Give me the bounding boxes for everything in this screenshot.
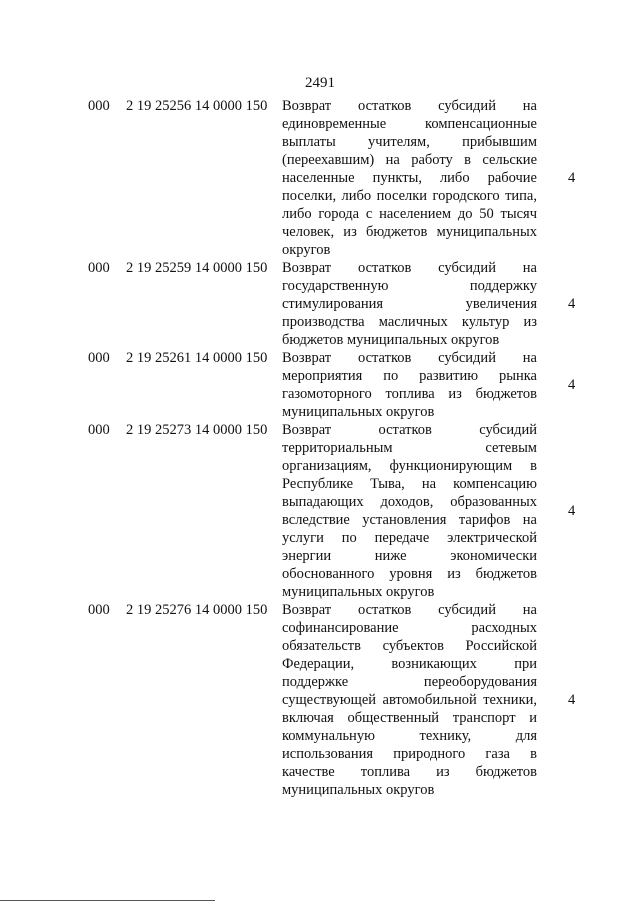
revenue-name-line: государственную поддержку xyxy=(282,278,537,294)
revenue-name-line: человек, из бюджетов муниципальных xyxy=(282,224,537,240)
revenue-name-line: либо города с населением до 50 тысяч xyxy=(282,206,537,222)
budget-classification-code: 2 19 25276 14 0000 150 xyxy=(126,602,268,618)
budget-code-table xyxy=(0,97,640,799)
table-row xyxy=(0,259,640,349)
admin-code: 000 xyxy=(88,98,110,114)
admin-code: 000 xyxy=(88,602,110,618)
revenue-name-line: услуги по передаче электрической xyxy=(282,530,537,546)
admin-code: 000 xyxy=(88,350,110,366)
revenue-name-line: мероприятия по развитию рынка xyxy=(282,368,537,384)
revenue-name-line: организациям, функционирующим в xyxy=(282,458,537,474)
revenue-name-line: вследствие установления тарифов на xyxy=(282,512,537,528)
amount-value: 4 xyxy=(568,296,576,312)
budget-classification-code: 2 19 25273 14 0000 150 xyxy=(126,422,268,438)
revenue-name-line: Возврат остатков субсидий на xyxy=(282,260,537,276)
revenue-name-line: софинансирование расходных xyxy=(282,620,537,636)
budget-classification-code: 2 19 25259 14 0000 150 xyxy=(126,260,268,276)
revenue-name-line: Республике Тыва, на компенсацию xyxy=(282,476,537,492)
revenue-name-line: Возврат остатков субсидий на xyxy=(282,350,537,366)
revenue-name xyxy=(282,601,537,799)
budget-classification-code: 2 19 25261 14 0000 150 xyxy=(126,350,268,366)
revenue-name-line: существующей автомобильной техники, xyxy=(282,692,537,708)
revenue-name-line: обязательств субъектов Российской xyxy=(282,638,537,654)
revenue-name xyxy=(282,421,537,601)
revenue-name xyxy=(282,349,537,421)
revenue-name-line: населенные пункты, либо рабочие xyxy=(282,170,537,186)
revenue-name-line: газомоторного топлива из бюджетов xyxy=(282,386,537,402)
budget-classification-code: 2 19 25256 14 0000 150 xyxy=(126,98,268,114)
table-row xyxy=(0,349,640,421)
revenue-name-line: Возврат остатков субсидий на xyxy=(282,602,537,618)
revenue-name-line: стимулирования увеличения xyxy=(282,296,537,312)
revenue-name-line: округов xyxy=(282,242,331,258)
revenue-name xyxy=(282,259,537,349)
revenue-name-line: поддержке переоборудования xyxy=(282,674,537,690)
admin-code: 000 xyxy=(88,422,110,438)
revenue-name-line: включая общественный транспорт и xyxy=(282,710,537,726)
revenue-name-line: бюджетов муниципальных округов xyxy=(282,332,500,348)
table-row xyxy=(0,97,640,259)
revenue-name-line: коммунальную технику, для xyxy=(282,728,537,744)
revenue-name-line: Возврат остатков субсидий на xyxy=(282,98,537,114)
footnote-rule xyxy=(0,900,215,901)
table-row xyxy=(0,601,640,799)
revenue-name-line: Федерации, возникающих при xyxy=(282,656,537,672)
revenue-name-line: энергии ниже экономически xyxy=(282,548,537,564)
revenue-name-line: выпадающих доходов, образованных xyxy=(282,494,537,510)
revenue-name-line: (переехавшим) на работу в сельские xyxy=(282,152,537,168)
revenue-name-line: производства масличных культур из xyxy=(282,314,537,330)
revenue-name-line: обоснованного уровня из бюджетов xyxy=(282,566,537,582)
table-row xyxy=(0,421,640,601)
page-number: 2491 xyxy=(305,75,335,91)
admin-code: 000 xyxy=(88,260,110,276)
revenue-name-line: поселки, либо поселки городского типа, xyxy=(282,188,537,204)
revenue-name-line: муниципальных округов xyxy=(282,782,435,798)
amount-value: 4 xyxy=(568,503,576,519)
revenue-name-line: муниципальных округов xyxy=(282,584,435,600)
revenue-name-line: территориальным сетевым xyxy=(282,440,537,456)
amount-value: 4 xyxy=(568,170,576,186)
revenue-name-line: использования природного газа в xyxy=(282,746,537,762)
revenue-name-line: единовременные компенсационные xyxy=(282,116,537,132)
revenue-name-line: муниципальных округов xyxy=(282,404,435,420)
revenue-name-line: выплаты учителям, прибывшим xyxy=(282,134,537,150)
revenue-name xyxy=(282,97,537,259)
amount-value: 4 xyxy=(568,377,576,393)
amount-value: 4 xyxy=(568,692,576,708)
revenue-name-line: качестве топлива из бюджетов xyxy=(282,764,537,780)
revenue-name-line: Возврат остатков субсидий xyxy=(282,422,537,438)
